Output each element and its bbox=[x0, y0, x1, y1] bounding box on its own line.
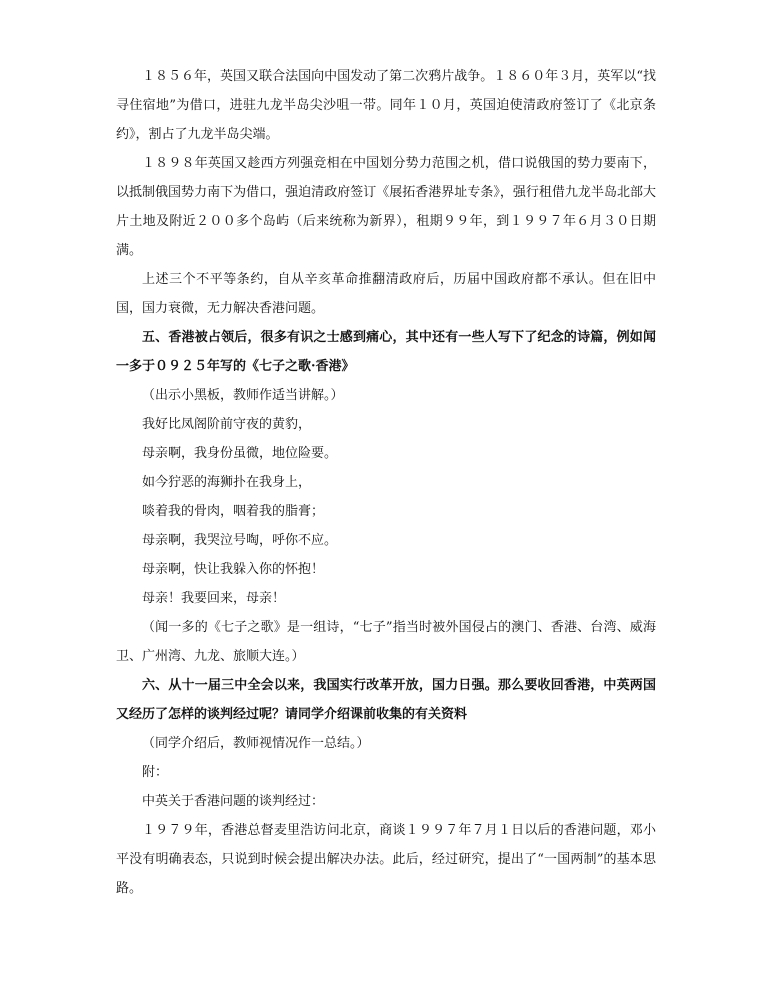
paragraph-1979-visit: １９７９年，香港总督麦里浩访问北京，商谈１９９７年７月１日以后的香港问题，邓小平没有明确表态，只说到时候会提出解决办法。此后，经过研究，提出了“一国两制”的基本思路。 bbox=[116, 823, 656, 896]
poem-line-6: 母亲啊，快让我躲入你的怀抱！ bbox=[142, 562, 325, 577]
poem-line-7: 母亲！我要回来，母亲！ bbox=[142, 591, 286, 606]
poem-line-4: 啖着我的骨肉，咽着我的脂膏； bbox=[142, 504, 325, 519]
section-heading-six: 六、从十一届三中全会以来，我国实行改革开放，国力日强。那么要收回香港，中英两国又经历了怎样的谈判经过呢？请同学介绍课前收集的有关资料 bbox=[116, 678, 656, 722]
appendix-label: 附： bbox=[142, 765, 169, 780]
teacher-note-summary: （同学介绍后，教师视情况作一总结。） bbox=[142, 736, 370, 751]
section-heading-five: 五、香港被占领后，很多有识之士感到痛心，其中还有一些人写下了纪念的诗篇，例如闻一多于０９２５年写的《七子之歌·香港》 bbox=[116, 330, 656, 374]
paragraph-unequal-treaties: 上述三个不平等条约，自从辛亥革命推翻清政府后，历届中国政府都不承认。但在旧中国，国力衰微，无力解决香港问题。 bbox=[116, 272, 656, 316]
paragraph-1898-lease: １８９８年英国又趁西方列强竞相在中国划分势力范围之机，借口说俄国的势力要南下，以抵制俄国势力南下为借口，强迫清政府签订《展拓香港界址专条》，强行租借九龙半岛北部大片土地及附近２００多个岛屿（后来统称为新界），租期９９年，到１９９７年６月３０日期满。 bbox=[116, 156, 656, 258]
poem-line-1: 我好比凤阁阶前守夜的黄豹， bbox=[142, 417, 312, 432]
poem-line-2: 母亲啊，我身份虽微，地位险要。 bbox=[142, 446, 338, 461]
poem-note: （闻一多的《七子之歌》是一组诗，“七子”指当时被外国侵占的澳门、香港、台湾、威海卫、广州湾、九龙、旅顺大连。） bbox=[116, 620, 656, 664]
poem-line-5: 母亲啊，我哭泣号啕，呼你不应。 bbox=[142, 533, 338, 548]
negotiation-heading: 中英关于香港问题的谈判经过： bbox=[142, 794, 325, 809]
document-page bbox=[116, 62, 656, 903]
paragraph-1856-opium-war: １８５６年，英国又联合法国向中国发动了第二次鸦片战争。１８６０年３月，英军以“找寻住宿地”为借口，进驻九龙半岛尖沙咀一带。同年１０月，英国迫使清政府签订了《北京条约》，割占了九龙半岛尖端。 bbox=[116, 69, 656, 142]
poem-line-3: 如今狞恶的海狮扑在我身上， bbox=[142, 475, 312, 490]
teacher-note-blackboard: （出示小黑板，教师作适当讲解。） bbox=[142, 388, 344, 403]
